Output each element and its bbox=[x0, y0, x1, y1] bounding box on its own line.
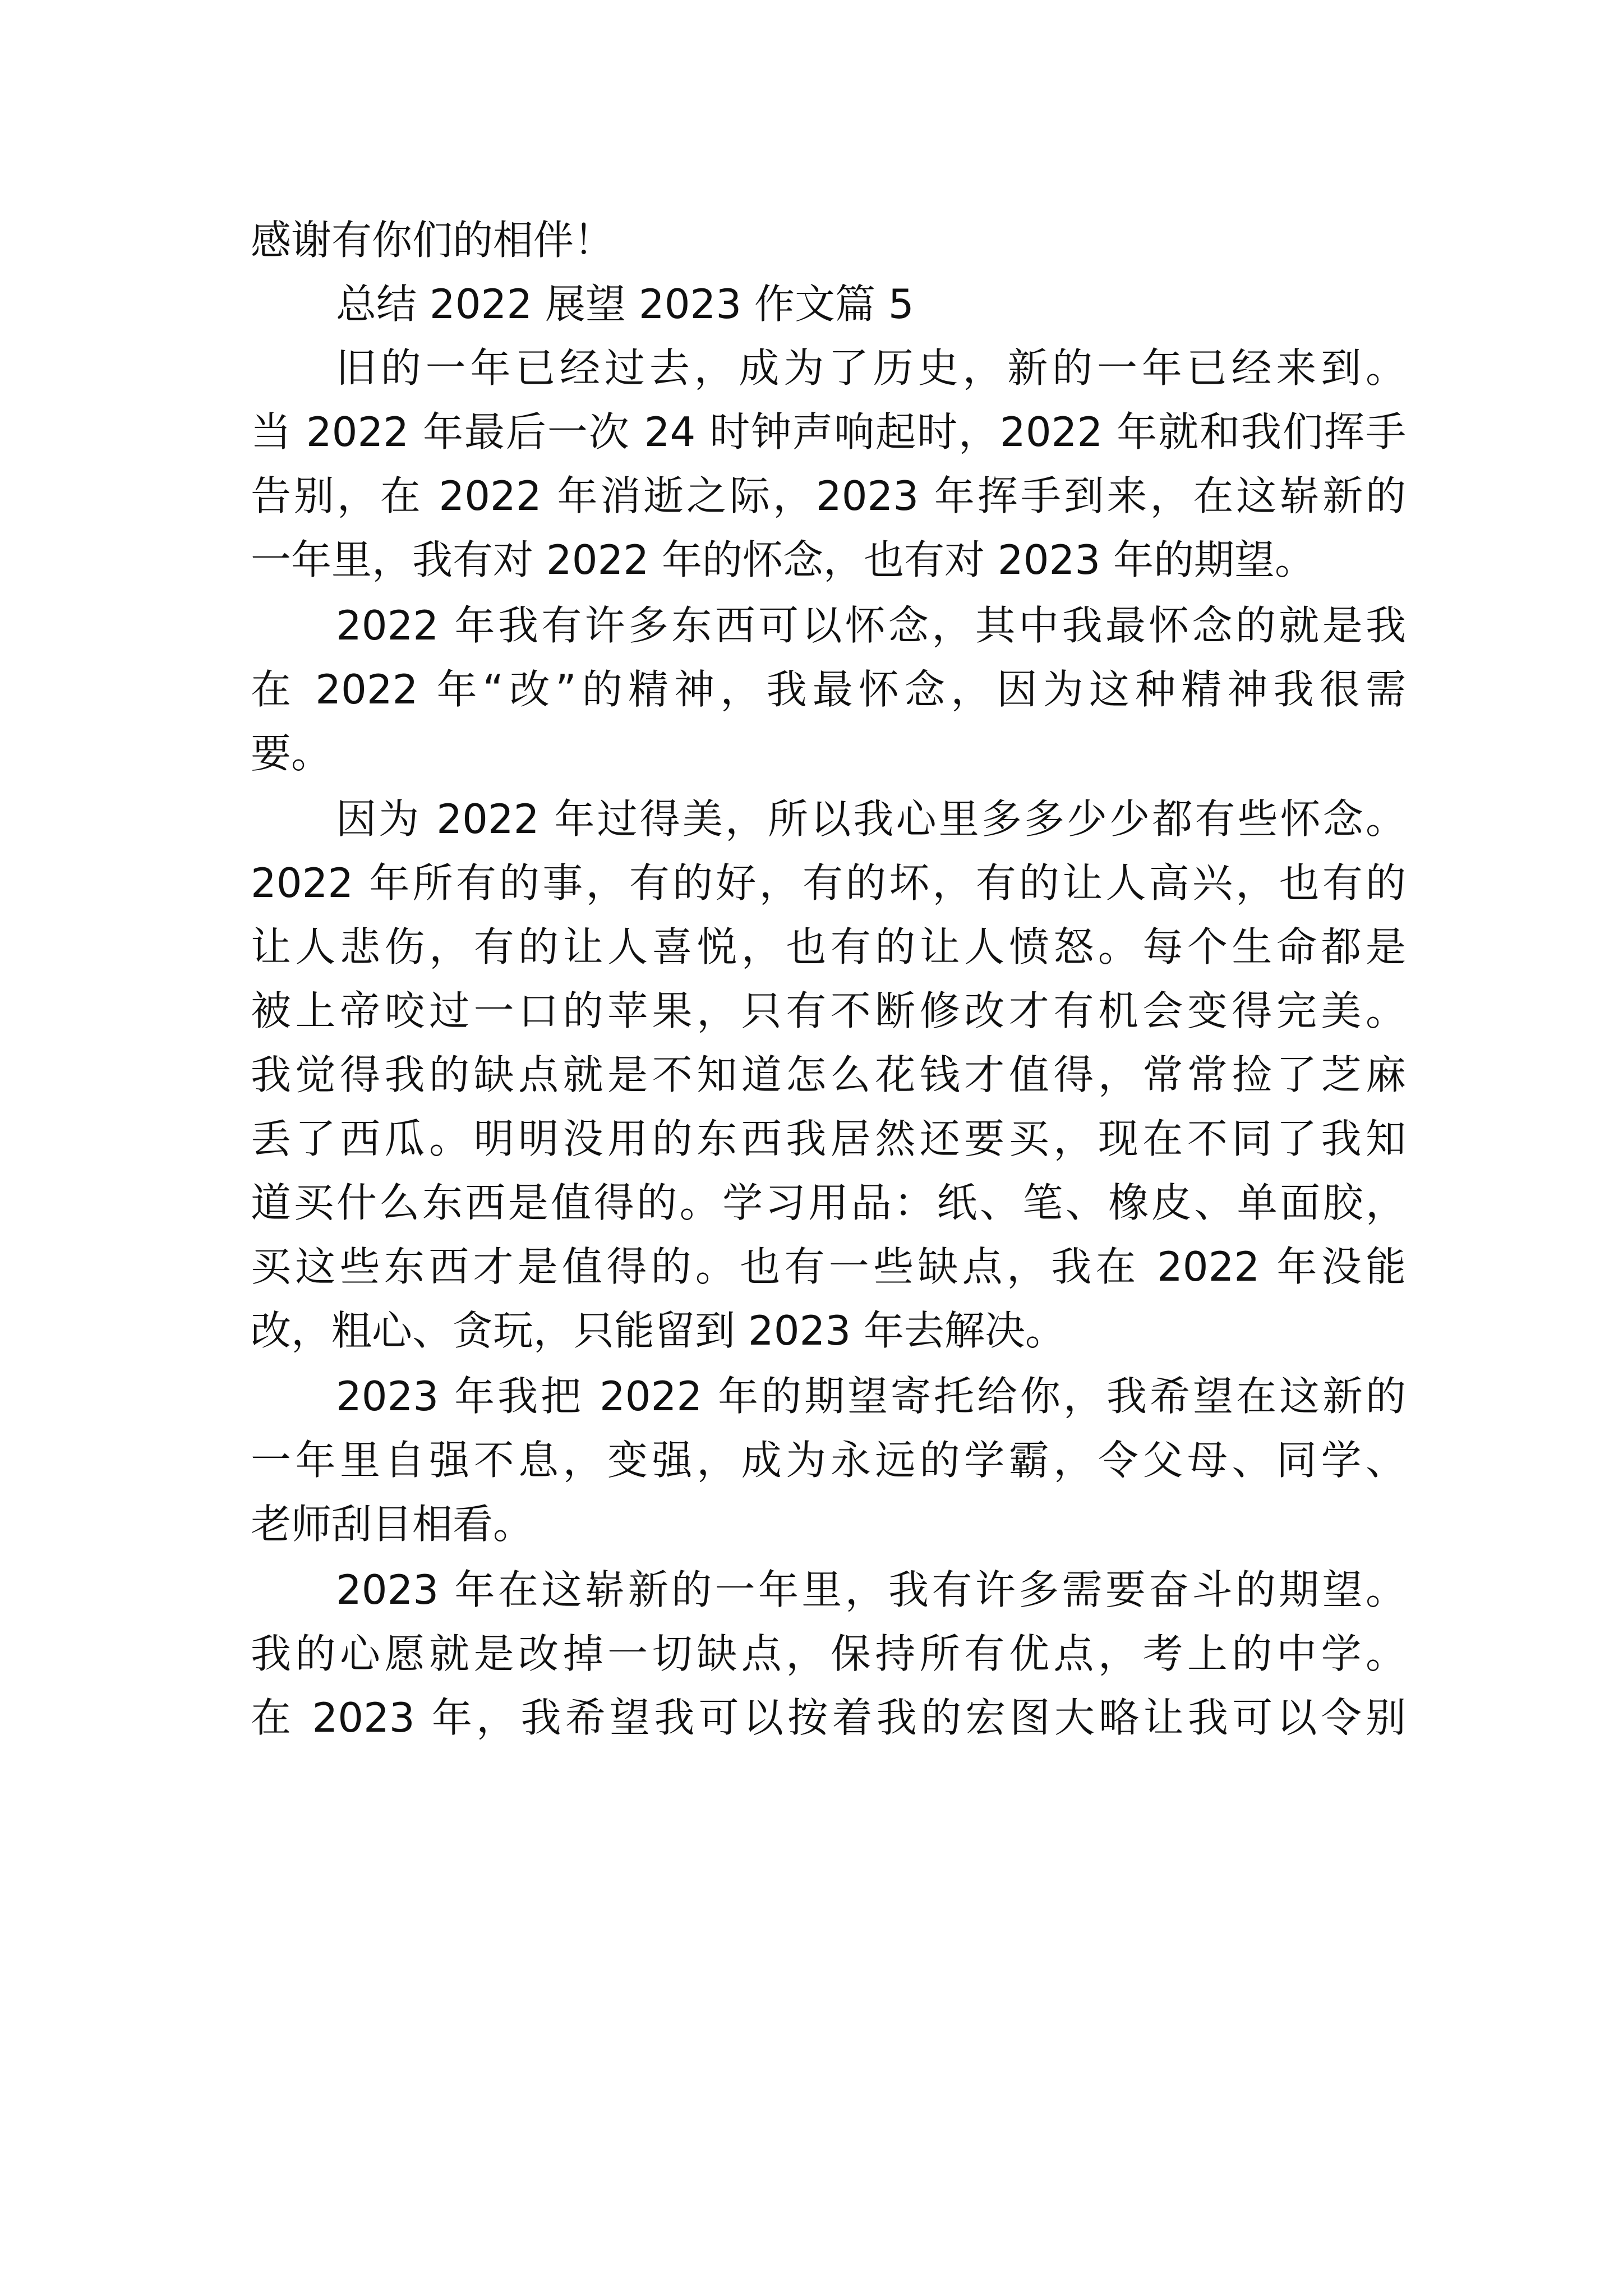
essay-heading: 总结 2022 展望 2023 作文篇 5 bbox=[336, 280, 914, 328]
text-line: 丢了西瓜。明明没用的东西我居然还要买，现在不同了我知 bbox=[251, 1115, 1406, 1162]
text-line: 当 2022 年最后一次 24 时钟声响起时，2022 年就和我们挥手 bbox=[251, 408, 1406, 455]
text-line: 我觉得我的缺点就是不知道怎么花钱才值得，常常捡了芝麻 bbox=[251, 1051, 1406, 1098]
text-line: 被上帝咬过一口的苹果，只有不断修改才有机会变得完美。 bbox=[251, 987, 1406, 1034]
text-line: 要。 bbox=[251, 730, 332, 777]
text-line: 老师刮目相看。 bbox=[251, 1501, 534, 1548]
text-line: 2022 年所有的事，有的好，有的坏，有的让人高兴，也有的 bbox=[251, 859, 1406, 907]
text-line: 买这些东西才是值得的。也有一些缺点，我在 2022 年没能 bbox=[251, 1243, 1406, 1290]
text-line: 道买什么东西是值得的。学习用品：纸、笔、橡皮、单面胶， bbox=[251, 1179, 1406, 1226]
text-line: 2023 年我把 2022 年的期望寄托给你，我希望在这新的 bbox=[336, 1373, 1406, 1420]
text-line: 一年里自强不息，变强，成为永远的学霸，令父母、同学、 bbox=[251, 1437, 1406, 1484]
text-line: 一年里，我有对 2022 年的怀念，也有对 2023 年的期望。 bbox=[251, 536, 1316, 583]
text-line: 在 2023 年，我希望我可以按着我的宏图大略让我可以令别 bbox=[251, 1694, 1406, 1741]
text-line: 我的心愿就是改掉一切缺点，保持所有优点，考上的中学。 bbox=[251, 1630, 1406, 1677]
text-line: 告别，在 2022 年消逝之际，2023 年挥手到来，在这崭新的 bbox=[251, 472, 1406, 519]
text-line: 改，粗心、贪玩，只能留到 2023 年去解决。 bbox=[251, 1307, 1066, 1354]
text-line: 旧的一年已经过去，成为了历史，新的一年已经来到。 bbox=[336, 344, 1406, 392]
text-line: 2022 年我有许多东西可以怀念，其中我最怀念的就是我 bbox=[336, 602, 1406, 649]
text-line: 在 2022 年“改”的精神，我最怀念，因为这种精神我很需 bbox=[251, 666, 1406, 713]
text-line: 因为 2022 年过得美，所以我心里多多少少都有些怀念。 bbox=[336, 795, 1406, 843]
text-line: 2023 年在这崭新的一年里，我有许多需要奋斗的期望。 bbox=[336, 1566, 1406, 1613]
text-line: 让人悲伤，有的让人喜悦，也有的让人愤怒。每个生命都是 bbox=[251, 923, 1406, 970]
text-line: 感谢有你们的相伴！ bbox=[251, 217, 615, 264]
